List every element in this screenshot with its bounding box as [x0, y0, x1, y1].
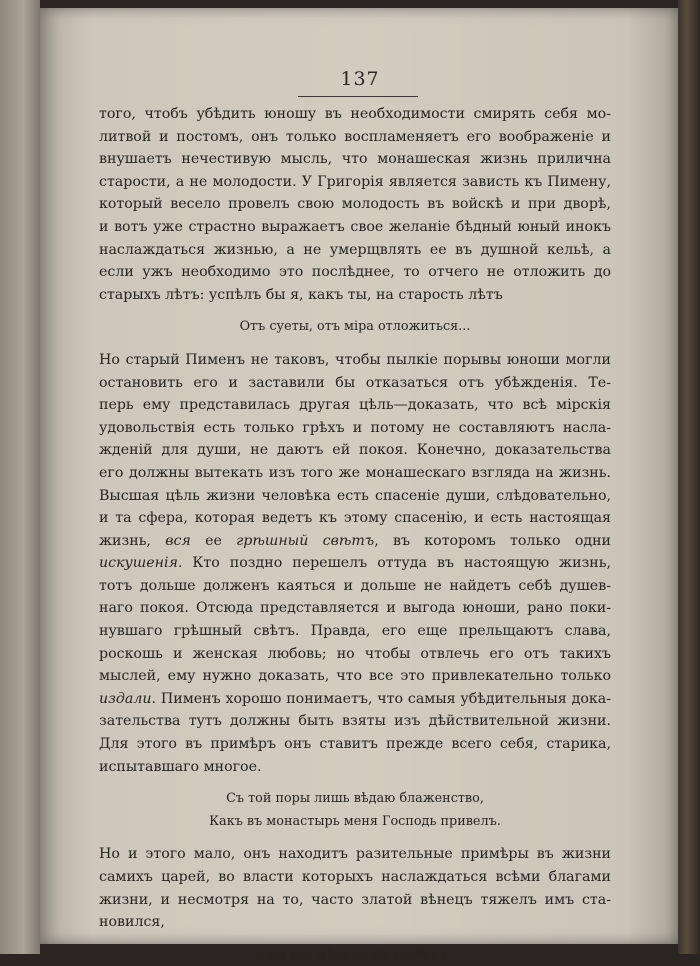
text-line: новился, — [99, 914, 165, 931]
text-line: перь ему представилась другая цѣль—доказать, что всѣ мірскія — [99, 397, 611, 414]
text-line: наслаждаться жизнью, а не умерщвлять ее въ душной кельѣ, а — [99, 241, 611, 258]
text-line: старости, а не молодости. У Григорія является зависть къ Пимену, — [99, 173, 611, 190]
text-line: жденій для души, не даютъ ей покоя. Конечно, доказательства — [99, 442, 611, 459]
verse-quote: Отъ суеты, отъ міра отложиться... — [239, 319, 471, 335]
text-line: самихъ царей, во власти которыхъ наслаждаться всѣми благами — [99, 869, 611, 885]
verse-quote: Какъ въ монастырь меня Господь привелъ. — [209, 813, 501, 829]
text-line: нувшаго грѣшный свѣтъ. Правда, его еще прельщаютъ слава, — [99, 623, 611, 640]
text-line: который весело провелъ свою молодость въ войскѣ и при дворѣ, — [99, 196, 611, 213]
text-line: литвой и постомъ, онъ только воспламеняетъ его воображеніе и — [99, 128, 611, 145]
verse-quote: Съ той поры лишь вѣдаю блаженство, — [226, 791, 484, 807]
book-cover-edge — [678, 0, 700, 954]
text-line: жизнь, вся ее грѣшный свѣтъ, въ которомъ только одни — [99, 532, 612, 549]
text-line: жизни, и несмотря на то, часто златой вѣнецъ тяжелъ имъ ста- — [99, 891, 611, 908]
text-line: зательства тутъ должны быть взяты изъ дѣйствительной жизни. — [99, 713, 611, 730]
page-body-text — [99, 103, 611, 966]
italic-word: издали — [99, 690, 152, 707]
text-line: тотъ дольше долженъ каяться и дольше не найдетъ себѣ душев- — [99, 577, 611, 594]
text-line: Высшая цѣль жизни человѣка есть спасеніе души, слѣдовательно, — [99, 487, 611, 504]
text-line: внушаетъ нечестивую мысль, что монашеская жизнь прилична — [99, 151, 611, 168]
text-line: старыхъ лѣтъ: успѣлъ бы я, какъ ты, на старость лѣтъ — [99, 286, 503, 303]
italic-word: вся — [165, 532, 191, 549]
text-line: если ужъ необходимо это послѣднее, то отчего не отложить до — [99, 264, 611, 281]
text-line: искушенія. Кто поздно перешелъ оттуда въ настоящую жизнь, — [99, 555, 611, 572]
text-line: издали. Пименъ хорошо понимаетъ, что самыя убѣдительныя дока- — [99, 690, 611, 707]
page-number-rule — [298, 96, 418, 97]
text-line: его должны вытекать изъ того же монашескаго взгляда на жизнь. — [99, 464, 611, 481]
text-line: наго покоя. Отсюда представляется и выгода юноши, рано поки- — [99, 600, 611, 617]
page-number: 137 — [340, 68, 380, 90]
book-page — [40, 8, 678, 962]
text-line: и та сфера, которая ведетъ къ этому спасенію, и есть настоящая — [99, 510, 611, 527]
text-line: Для этого въ примѣръ онъ ставитъ прежде всего себя, старика, — [99, 736, 611, 753]
text-line: Но и этого мало, онъ находитъ разительные примѣры въ жизни — [99, 846, 611, 863]
italic-phrase: грѣшный свѣтъ — [236, 532, 375, 549]
text-line: испытавшаго многое. — [99, 758, 262, 775]
text-line: мыслей, ему нужно доказать, что все это привлекательно только — [99, 668, 611, 685]
text-line: и вотъ уже страстно выражаетъ свое желаніе бѣдный юный инокъ — [99, 218, 611, 235]
text-line: остановить его и заставили бы отказаться отъ убѣжденія. Те- — [99, 374, 611, 391]
verse-quote: Они его мѣняли на клобукъ. — [258, 946, 452, 962]
text-line: того, чтобъ убѣдить юношу въ необходимости смирять себя мо- — [99, 106, 611, 122]
text-line: Но старый Пименъ не таковъ, чтобы пылкіе порывы юноши могли — [99, 351, 611, 368]
text-line: роскошь и женская любовь; но чтобы отвлечь его отъ такихъ — [99, 645, 611, 662]
italic-word: искушенія — [99, 555, 178, 572]
facing-page-edge — [0, 0, 40, 954]
text-line: удовольствія есть только грѣхъ и потому не составляютъ насла- — [99, 419, 611, 436]
